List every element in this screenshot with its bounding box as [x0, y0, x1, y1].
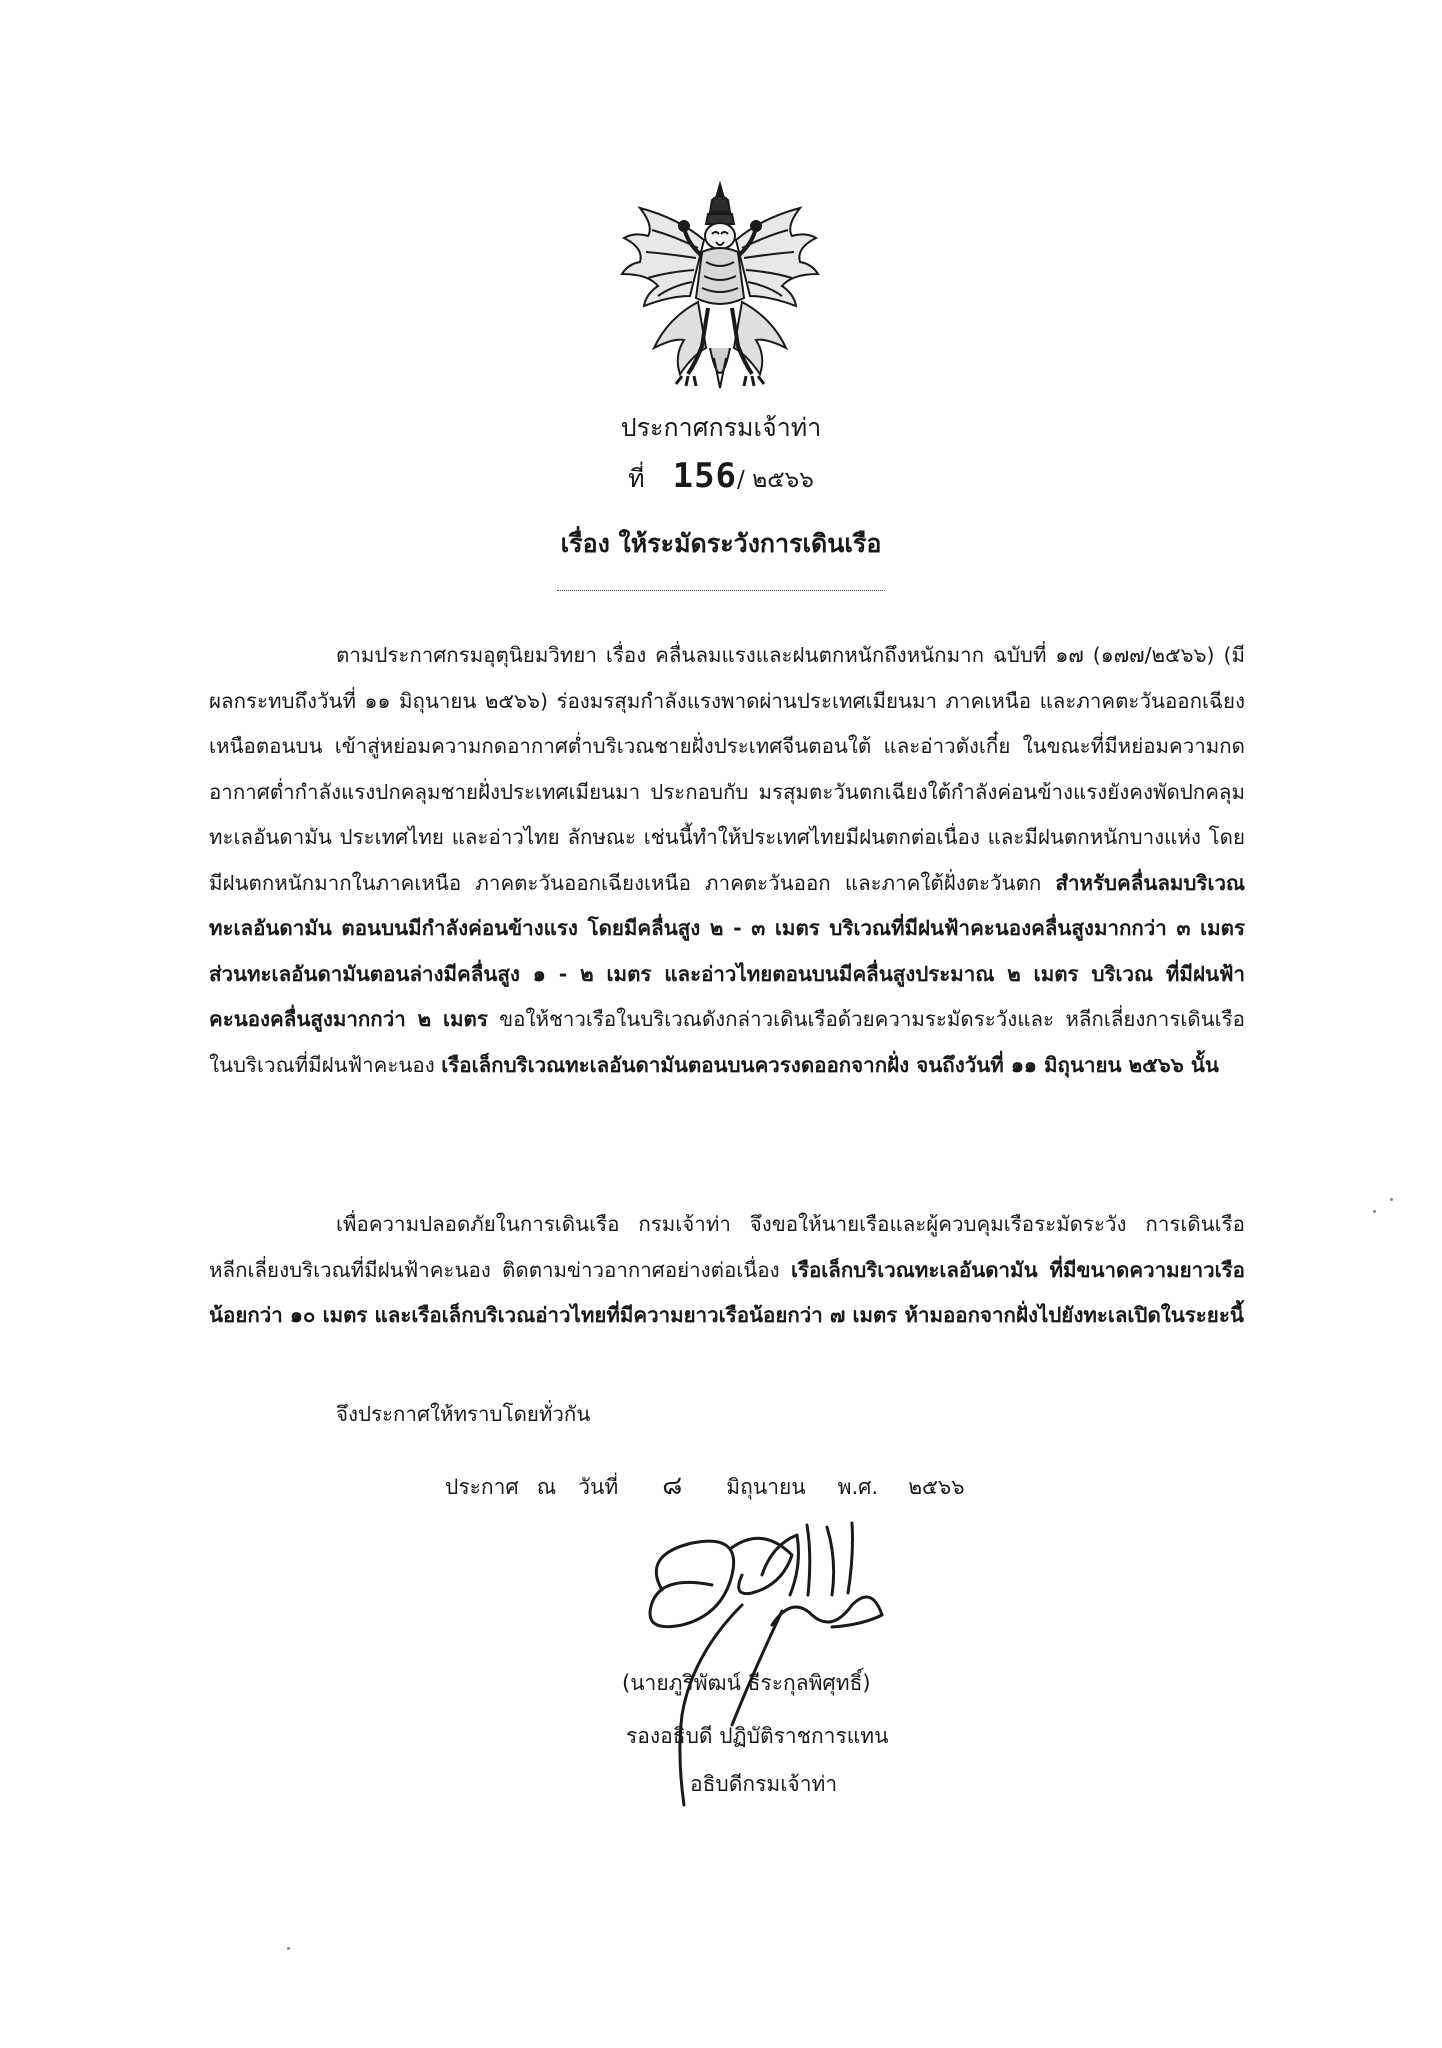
signatory-position-2: อธิบดีกรมเจ้าท่า	[690, 1772, 838, 1796]
scan-speck	[1390, 1198, 1393, 1201]
header-divider	[557, 590, 885, 591]
p1-text-1: ตามประกาศกรมอุตุนิยมวิทยา เรื่อง คลื่นลมแรงและฝนตกหนักถึงหนักมาก ฉบับที่ ๑๗ (๑๗๗/๒๕๖๖) (มีผลกระทบถึงวันที่ ๑๑ มิถุนายน ๒๕๖๖) ร่องมรสุมกำลังแรงพาดผ่านประเทศเมียนมา ภาคเหนือ และภาคตะวันออกเฉียงเหนือตอนบน เข้าสู่หย่อมความกดอากาศต่ำบริเวณชายฝั่งประเทศจีนตอนใต้ และอ่าวตังเกี๋ย ในขณะที่มีหย่อมความกดอากาศต่ำกำลังแรงปกคลุมชายฝั่งประเทศเมียนมา ประกอบกับ มรสุมตะวันตกเฉียงใต้กำลังค่อนข้างแรงยังคงพัดปกคลุมทะเลอันดามัน ประเทศไทย และอ่าวไทย ลักษณะ เช่นนี้ทำให้ประเทศไทยมีฝนตกต่อเนื่อง และมีฝนตกหนักบางแห่ง โดยมีฝนตกหนักมากในภาคเหนือ ภาคตะวันออกเฉียงเหนือ ภาคตะวันออก และภาคใต้ฝั่งตะวันตก	[209, 643, 1245, 895]
body-paragraph-2	[209, 1202, 1245, 1339]
body-paragraph-1	[209, 633, 1245, 1088]
date-label: ประกาศ	[445, 1475, 519, 1499]
p1-text-2: ขอให้ชาวเรือในบริเวณดังกล่าวเดินเรือด้วยความระมัดระวังและ หลีกเลี่ยงการเดินเรือในบริเวณที่มีฝนฟ้าคะนอง	[209, 1007, 1245, 1077]
scan-speck	[1373, 1210, 1376, 1213]
date-day: ๘	[662, 1471, 683, 1501]
body-paragraph-3: จึงประกาศให้ทราบโดยทั่วกัน	[336, 1402, 591, 1426]
announcement-number	[0, 456, 1442, 499]
date-wan: วันที่	[578, 1475, 619, 1499]
p2-bold-1: เรือเล็กบริเวณทะเลอันดามัน ที่มีขนาดความยาวเรือน้อยกว่า ๑๐ เมตร และเรือเล็กบริเวณอ่าวไทยที่มีความยาวเรือน้อยกว่า ๗ เมตร ห้ามออกจากฝั่งไปยังทะเลเปิดในระยะนี้	[209, 1257, 1245, 1327]
number-suffix: / ๒๕๖๖	[737, 467, 814, 493]
announcement-subject: เรื่อง ให้ระมัดระวังการเดินเรือ	[560, 529, 882, 558]
garuda-emblem-icon	[618, 178, 823, 403]
announcement-date	[445, 1465, 965, 1506]
p1-bold-1: สำหรับคลื่นลมบริเวณทะเลอันดามัน ตอนบนมีกำลังค่อนข้างแรง โดยมีคลื่นสูง ๒ - ๓ เมตร บริเวณที่มีฝนฟ้าคะนองคลื่นสูงมากกว่า ๓ เมตร ส่วนทะเลอันดามันตอนล่างมีคลื่นสูง ๑ - ๒ เมตร และอ่าวไทยตอนบนมีคลื่นสูงประมาณ ๒ เมตร บริเวณ ที่มีฝนฟ้าคะนองคลื่นสูงมากกว่า ๒ เมตร	[209, 870, 1245, 1031]
number-prefix: ที่	[628, 464, 645, 493]
signatory-name: (นายภูริพัฒน์ ธีระกุลพิศุทธิ์)	[622, 1671, 871, 1695]
announcement-title: ประกาศกรมเจ้าท่า	[620, 413, 822, 442]
number-value: 156	[672, 456, 738, 496]
signatory-position-1: รองอธิบดี ปฏิบัติราชการแทน	[626, 1724, 889, 1748]
date-era: พ.ศ.	[837, 1475, 879, 1499]
date-year: ๒๕๖๖	[908, 1475, 965, 1499]
scan-speck	[287, 1947, 290, 1950]
p1-bold-2: เรือเล็กบริเวณทะเลอันดามันตอนบนควรงดออกจากฝั่ง จนถึงวันที่ ๑๑ มิถุนายน ๒๕๖๖ นั้น	[441, 1052, 1219, 1077]
p2-text-1: เพื่อความปลอดภัยในการเดินเรือ กรมเจ้าท่า จึงขอให้นายเรือและผู้ควบคุมเรือระมัดระวัง การเดินเรือ หลีกเลี่ยงบริเวณที่มีฝนฟ้าคะนอง ติดตามข่าวอากาศอย่างต่อเนื่อง	[209, 1212, 1245, 1282]
date-month: มิถุนายน	[726, 1475, 806, 1499]
date-ni: ณ	[536, 1475, 557, 1499]
